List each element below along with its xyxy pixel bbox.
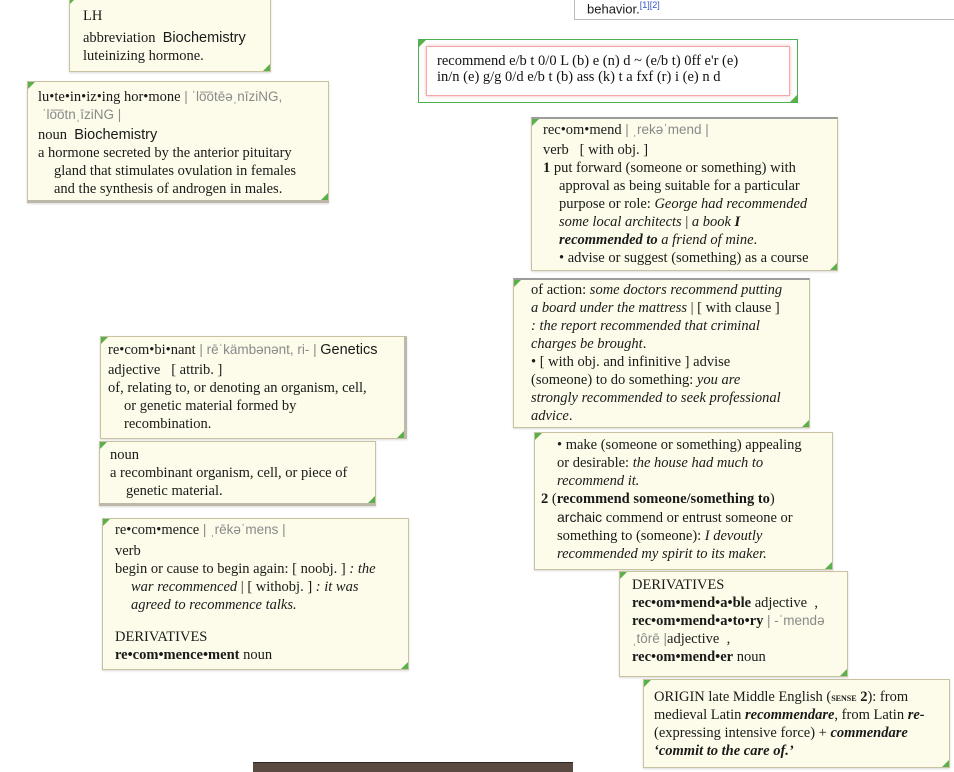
example: you are <box>696 372 741 388</box>
example: the house had much to <box>632 455 764 471</box>
example: George had recommended <box>654 196 808 212</box>
part-of-speech: noun <box>38 127 67 143</box>
definition-line: commend or entrust someone or <box>605 510 793 526</box>
headword: re•com•bi•nant <box>108 342 196 358</box>
dictionary-card-recombinant[interactable] <box>100 336 407 439</box>
example: recommended my spirit to its maker <box>557 546 764 562</box>
definition-line: something to (someone): <box>557 528 702 544</box>
grammar-label: | [ withobj. ] <box>240 579 313 595</box>
subsense: • make (someone or something) appealing <box>557 437 802 453</box>
pronunciation: | ˈlo͞otēəˌnīziNG, <box>184 89 283 104</box>
example: advice <box>531 408 569 424</box>
example: : the <box>349 561 376 577</box>
example: charges be brought <box>531 336 643 352</box>
example: I devoutly <box>704 528 763 544</box>
etymon: recommendare <box>745 707 835 723</box>
part-of-speech: adjective <box>754 595 808 611</box>
pronunciation: | -ˈmendə <box>767 613 825 628</box>
part-of-speech: abbreviation <box>83 30 156 46</box>
input-line-2: in/n (e) g/g 0/d e/b t (b) ass (k) t a fxf (r) i (e) n d <box>437 69 721 85</box>
sense-number: 1 <box>543 160 551 176</box>
phrase: recommend someone/something to <box>556 491 770 507</box>
example: a board under the mattress <box>531 300 688 316</box>
example: some doctors recommend putting <box>589 282 783 298</box>
sense-label: sense <box>831 690 857 704</box>
derivative-word: rec•om•mend•a•to•ry <box>632 613 764 629</box>
handwriting-input-panel[interactable] <box>418 39 798 103</box>
part-of-speech: noun <box>243 647 273 663</box>
definition-line: a hormone secreted by the anterior pituitary <box>38 145 292 161</box>
dictionary-card-recommend-2[interactable]: of action: some doctors recommend putting a board under the mattress | [ with clause ] : the report recommended that criminal charges be brought. • [ with obj. and infinitive ] advise (someone) to do something: you are strongly recommended to seek professional advice. <box>513 278 810 428</box>
grammar-label: [ attrib. ] <box>171 362 223 378</box>
definition-line: genetic material. <box>126 483 223 499</box>
dictionary-card-recombinant-noun[interactable] <box>99 441 376 506</box>
example-bold: recommended to <box>559 232 658 248</box>
example: strongly recommended to seek professional <box>531 390 781 406</box>
derivative-word: re•com•mence•ment <box>115 647 240 663</box>
part-of-speech: noun <box>110 447 139 463</box>
dictionary-card-recommence[interactable]: re•com•mence | ˌrēkəˈmens | verb begin or cause to begin again: [ noobj. ] : the war recommenced | [ withobj. ] : it was agreed to recommence talks. DERIVATIVES re•com•mence•ment noun <box>102 518 409 670</box>
headword: rec•om•mend <box>543 122 622 138</box>
subject-label: Genetics <box>320 342 378 358</box>
definition-line: purpose or role: <box>559 196 651 212</box>
example: a book <box>691 214 731 230</box>
dictionary-card-luteinizing-hormone[interactable] <box>27 81 329 203</box>
headword: LH <box>83 8 103 24</box>
dictionary-card-recommend-3[interactable]: • make (someone or something) appealing or desirable: the house had much to recommend it. 2 (recommend someone/something to) archaic commend or entrust someone or something to (someone): I devoutly recommended my spirit to its maker. <box>534 432 833 570</box>
citation-refs[interactable]: [1][2] <box>639 0 660 10</box>
example: : the report recommended that criminal <box>531 318 760 334</box>
example: agreed to recommence talks <box>131 597 293 613</box>
etymon: re- <box>907 707 925 723</box>
example: a friend of mine <box>661 232 754 248</box>
headword: re•com•mence <box>115 522 200 538</box>
definition-line: recombination. <box>124 416 212 432</box>
definition: luteinizing hormone. <box>83 48 204 64</box>
origin-text: ): from <box>867 689 909 705</box>
input-line-1: recommend e/b t 0/0 L (b) e (n) d ~ (e/b t) 0ff e'r (e) <box>437 53 739 69</box>
pronunciation-alt: ˈlo͞otnˌīziNG | <box>42 107 122 122</box>
pronunciation: | ˌrēkəˈmens | <box>202 522 286 537</box>
dictionary-card-lh[interactable] <box>69 0 271 72</box>
origin-text: medieval Latin <box>654 707 742 723</box>
part-of-speech: adjective <box>108 362 161 378</box>
etymon: commendare <box>830 725 908 741</box>
handwriting-input-field[interactable] <box>426 46 790 96</box>
separator: | <box>685 214 689 230</box>
part-of-speech: adjective <box>667 631 720 647</box>
dictionary-card-recommend-4[interactable]: DERIVATIVES rec•om•mend•a•ble adjective , rec•om•mend•a•to•ry | -ˈmendə ˌtôrē |adjective , rec•om•mend•er noun <box>619 571 848 677</box>
definition-line: of action: <box>531 282 587 298</box>
dictionary-card-recommend-1[interactable]: rec•om•mend | ˌrekəˈmend | verb [ with obj. ] 1 put forward (someone or something) with approval as being suitable for a particular purpose or role: George had recommended some local architects | a book I recommended to a friend of mine. • advise or suggest (something) as a course <box>531 117 838 271</box>
subsense: • [ with obj. and infinitive ] advise <box>531 354 731 370</box>
pronunciation-cont: ˌtôrē | <box>632 631 668 646</box>
gloss: ‘commit to the care of.’ <box>654 743 794 759</box>
example: : it was <box>315 579 359 595</box>
grammar-label: | [ with clause ] <box>690 300 780 316</box>
definition-line: and the synthesis of androgen in males. <box>54 181 283 197</box>
example: war recommenced <box>131 579 238 595</box>
example-bold: I <box>734 214 741 230</box>
derivative-word: rec•om•mend•er <box>632 649 734 665</box>
register-label: archaic <box>557 509 603 525</box>
fragment-text: behavior. <box>587 1 640 17</box>
sense-number: 2 <box>541 491 549 507</box>
definition-line: put forward (someone or something) with <box>553 160 796 176</box>
origin-text: (expressing intensive force) + <box>654 725 827 741</box>
grammar-label: [ with obj. ] <box>579 142 649 158</box>
definition-line: or desirable: <box>557 455 630 471</box>
pronunciation: | rēˈkämbənənt, ri- | <box>199 342 317 357</box>
headword: lu•te•in•iz•ing hor•mone <box>38 89 181 105</box>
derivatives-heading: DERIVATIVES <box>115 629 208 645</box>
example: some local architects <box>559 214 682 230</box>
sense-number: 2 <box>860 689 868 705</box>
article-fragment <box>574 0 954 20</box>
pronunciation: | ˌrekəˈmend | <box>625 122 709 137</box>
origin-text: , from Latin <box>834 707 905 723</box>
subject-label: Biochemistry <box>74 127 158 143</box>
definition-line: approval as being suitable for a particular <box>559 178 800 194</box>
part-of-speech: verb <box>115 543 141 559</box>
definition-line: (someone) to do something: <box>531 372 694 388</box>
definition-line: begin or cause to begin again: [ noobj. ] <box>115 561 346 577</box>
subject-label: Biochemistry <box>162 30 246 46</box>
definition-line: a recombinant organism, cell, or piece of <box>110 465 348 481</box>
derivatives-heading: DERIVATIVES <box>632 577 725 593</box>
definition-line: or genetic material formed by <box>124 398 297 414</box>
dictionary-card-recommend-origin[interactable] <box>643 679 950 768</box>
origin-text: late Middle English ( <box>708 689 832 705</box>
part-of-speech: verb <box>543 142 569 158</box>
example: recommend it <box>557 473 636 489</box>
part-of-speech: noun <box>736 649 766 665</box>
definition-line: gland that stimulates ovulation in females <box>54 163 297 179</box>
definition-line: of, relating to, or denoting an organism, cell, <box>108 380 367 396</box>
origin-heading: ORIGIN <box>654 689 705 705</box>
subsense: • advise or suggest (something) as a course <box>559 250 809 266</box>
derivative-word: rec•om•mend•a•ble <box>632 595 752 611</box>
